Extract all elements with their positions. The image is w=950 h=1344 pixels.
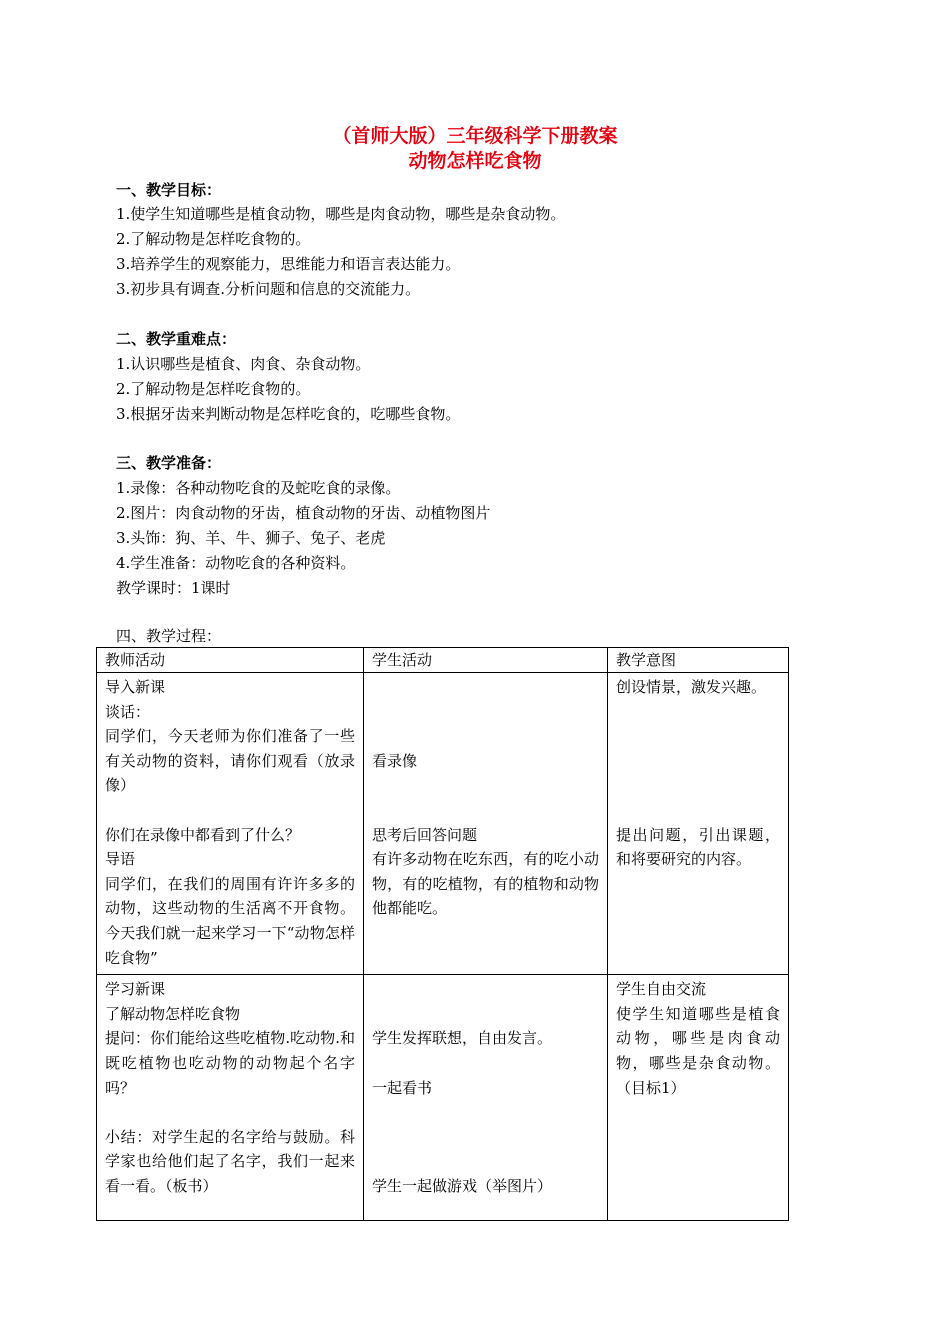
cell-text: 学生发挥联想，自由发言。 xyxy=(372,1029,553,1048)
cell-text: 一起看书 xyxy=(372,1078,433,1097)
preparation-item: 1.录像：各种动物吃食的及蛇吃食的录像。 xyxy=(116,479,401,497)
class-hours: 教学课时：1课时 xyxy=(116,579,231,597)
objective-item: 3.培养学生的观察能力，思维能力和语言表达能力。 xyxy=(116,255,461,273)
objective-item: 3.初步具有调查.分析问题和信息的交流能力。 xyxy=(116,280,421,298)
table-row xyxy=(97,975,789,1221)
preparation-item: 2.图片：肉食动物的牙齿，植食动物的牙齿、动植物图片 xyxy=(116,504,491,522)
section-heading-objectives: 一、教学目标： xyxy=(116,181,222,199)
student-activity-cell xyxy=(364,975,608,1221)
table-header-row xyxy=(97,648,789,673)
cell-text: 使学生知道哪些是植食动物，哪些是肉食动物，哪些是杂食动物。（目标1） xyxy=(616,1004,780,1097)
cell-text: 同学们，今天老师为你们准备了一些有关动物的资料，请你们观看（放录像） xyxy=(105,727,355,795)
cell-text: 你们在录像中都看到了什么？ xyxy=(105,825,301,844)
cell-text: 同学们，在我们的周围有许许多多的动物，这些动物的生活离不开食物。今天我们就一起来学习一下“动物怎样吃食物” xyxy=(105,874,355,967)
preparation-item: 3.头饰：狗、羊、牛、狮子、兔子、老虎 xyxy=(116,529,386,547)
key-point-item: 2.了解动物是怎样吃食物的。 xyxy=(116,380,311,398)
section-heading-key-points: 二、教学重难点： xyxy=(116,330,237,348)
teaching-intent-cell xyxy=(608,673,789,975)
cell-text: 谈话： xyxy=(105,702,151,721)
teacher-activity-cell xyxy=(97,975,364,1221)
preparation-item: 4.学生准备：动物吃食的各种资料。 xyxy=(116,554,356,572)
cell-text: 学生一起做游戏（举图片） xyxy=(372,1176,553,1195)
section-heading-process: 四、教学过程： xyxy=(116,627,222,645)
teaching-process-table xyxy=(96,647,789,1221)
cell-text: 创设情景，激发兴趣。 xyxy=(616,678,767,696)
column-header-intent: 教学意图 xyxy=(608,648,789,673)
teaching-intent-cell xyxy=(608,975,789,1221)
column-header-student: 学生活动 xyxy=(364,648,608,673)
student-activity-cell xyxy=(364,673,608,975)
column-header-teacher: 教师活动 xyxy=(97,648,364,673)
cell-text: 学生自由交流 xyxy=(616,980,707,999)
cell-text: 学习新课 xyxy=(105,980,166,999)
objective-item: 2.了解动物是怎样吃食物的。 xyxy=(116,230,311,248)
teacher-activity-cell xyxy=(97,673,364,975)
cell-text: 导入新课 xyxy=(105,678,166,696)
section-heading-preparation: 三、教学准备： xyxy=(116,454,222,472)
cell-text: 小结：对学生起的名字给与鼓励。科学家也给他们起了名字，我们一起来看一看。（板书） xyxy=(105,1127,355,1195)
cell-text: 看录像 xyxy=(372,751,418,770)
cell-text: 提问：你们能给这些吃植物.吃动物.和既吃植物也吃动物的动物起个名字吗？ xyxy=(105,1029,355,1097)
key-point-item: 3.根据牙齿来判断动物是怎样吃食的，吃哪些食物。 xyxy=(116,405,461,423)
document-title-line1: （首师大版）三年级科学下册教案 xyxy=(332,125,618,147)
cell-text: 提出问题，引出课题，和将要研究的内容。 xyxy=(616,825,780,869)
cell-text: 有许多动物在吃东西，有的吃小动物，有的吃植物，有的植物和动物他都能吃。 xyxy=(372,850,599,918)
document-title-line2: 动物怎样吃食物 xyxy=(408,150,542,172)
cell-text: 导语 xyxy=(105,850,136,869)
objective-item: 1.使学生知道哪些是植食动物，哪些是肉食动物，哪些是杂食动物。 xyxy=(116,205,566,223)
key-point-item: 1.认识哪些是植食、肉食、杂食动物。 xyxy=(116,355,371,373)
cell-text: 思考后回答问题 xyxy=(372,825,478,844)
table-row xyxy=(97,673,789,975)
cell-text: 了解动物怎样吃食物 xyxy=(105,1004,241,1023)
